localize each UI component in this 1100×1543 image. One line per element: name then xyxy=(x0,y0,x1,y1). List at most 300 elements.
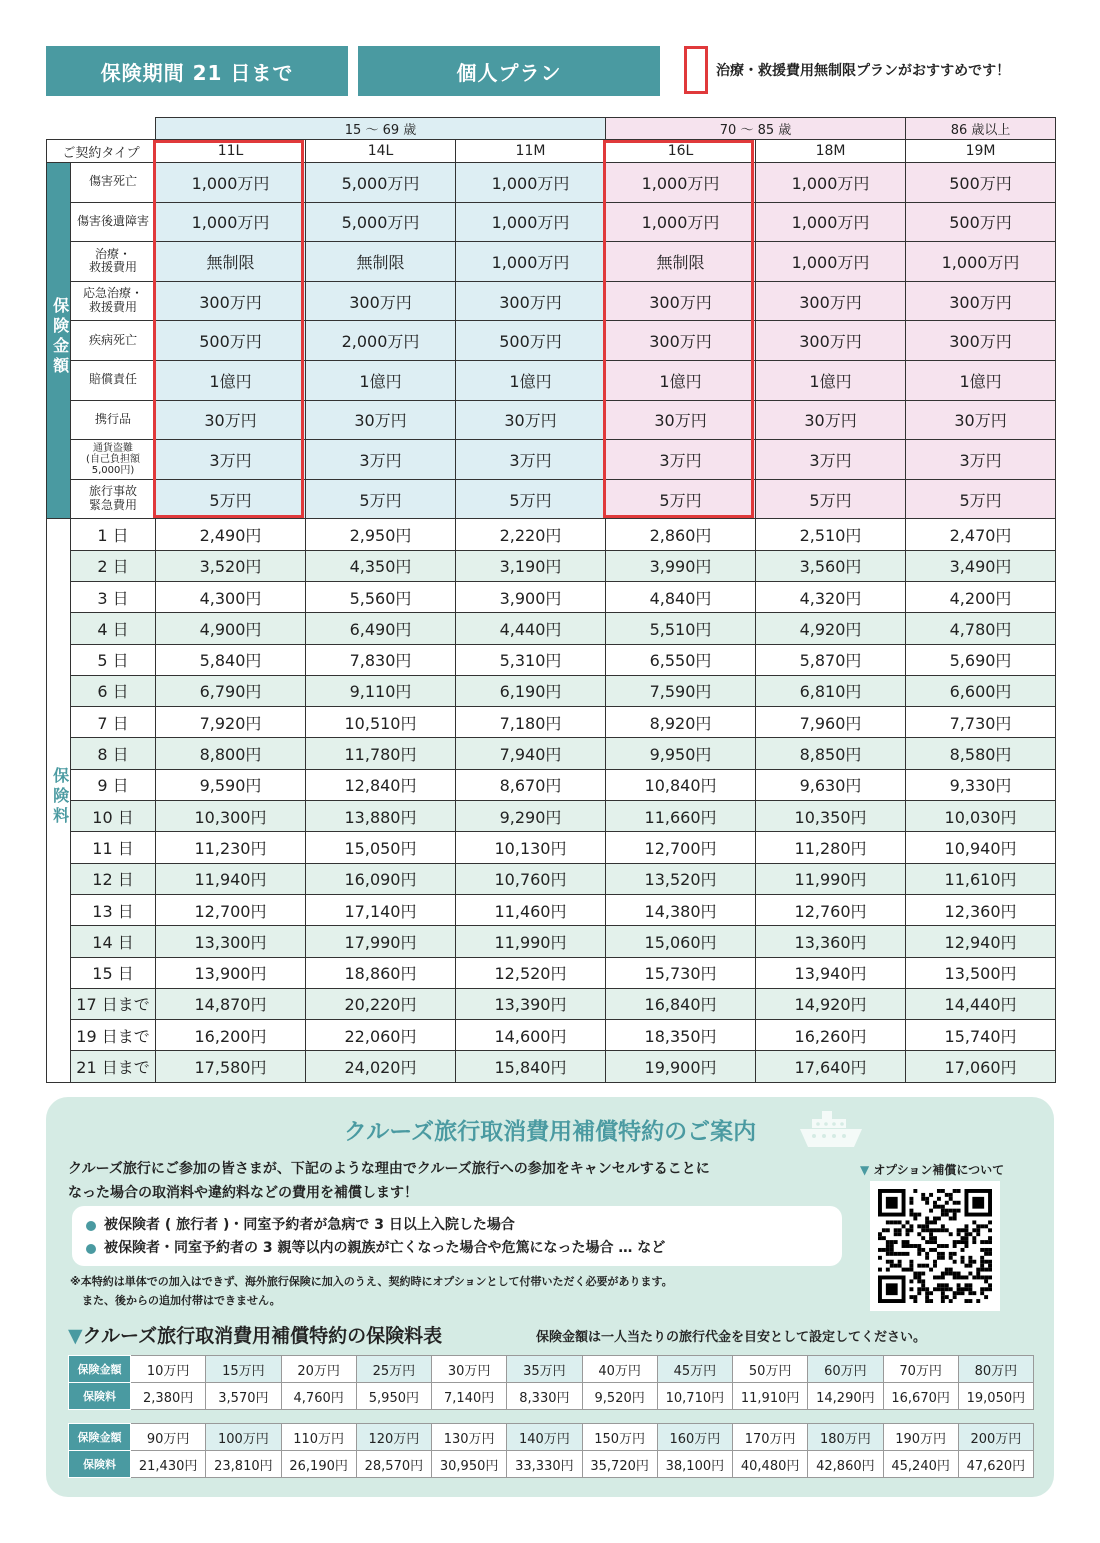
premium-row xyxy=(47,550,1056,581)
rate-amount: 190万円 xyxy=(883,1424,958,1451)
coverage-value: 30万円 xyxy=(756,400,906,440)
coverage-row xyxy=(47,360,1056,400)
premium-value: 4,780円 xyxy=(906,613,1056,644)
premium-value: 4,900円 xyxy=(156,613,306,644)
cruise-note xyxy=(70,1272,673,1310)
premium-value: 4,440円 xyxy=(456,613,606,644)
coverage-value: 1,000万円 xyxy=(756,163,906,203)
premium-day-label: 12 日 xyxy=(71,863,156,894)
premium-value: 11,940円 xyxy=(156,863,306,894)
premium-value: 13,360円 xyxy=(756,926,906,957)
rate-amount-row xyxy=(69,1356,1034,1383)
rate-premium: 40,480円 xyxy=(733,1451,808,1478)
premium-value: 12,360円 xyxy=(906,894,1056,925)
premium-value: 12,700円 xyxy=(606,832,756,863)
plan-code: 11L xyxy=(156,140,306,163)
premium-day-label: 11 日 xyxy=(71,832,156,863)
rate-premium: 47,620円 xyxy=(958,1451,1033,1478)
rate-premium: 11,910円 xyxy=(733,1383,808,1410)
premium-value: 4,200円 xyxy=(906,581,1056,612)
premium-row xyxy=(47,832,1056,863)
coverage-value: 1,000万円 xyxy=(456,163,606,203)
premium-value: 9,630円 xyxy=(756,769,906,800)
coverage-value: 300万円 xyxy=(906,281,1056,321)
contract-type-label: ご契約タイプ xyxy=(47,140,156,163)
coverage-value: 無制限 xyxy=(156,242,306,282)
cruise-note-line-2: また、後からの追加付帯はできません。 xyxy=(82,1294,281,1307)
premium-value: 11,990円 xyxy=(756,863,906,894)
premium-value: 9,110円 xyxy=(306,675,456,706)
premium-value: 9,590円 xyxy=(156,769,306,800)
premium-value: 10,510円 xyxy=(306,707,456,738)
premium-value: 11,230円 xyxy=(156,832,306,863)
coverage-value: 無制限 xyxy=(606,242,756,282)
premium-value: 8,580円 xyxy=(906,738,1056,769)
premium-row xyxy=(47,707,1056,738)
rate-premium: 10,710円 xyxy=(657,1383,732,1410)
coverage-value: 1億円 xyxy=(306,360,456,400)
rate-amount: 50万円 xyxy=(733,1356,808,1383)
qr-code[interactable] xyxy=(870,1181,1000,1311)
rate-title-text: クルーズ旅行取消費用補償特約の保険料表 xyxy=(82,1325,443,1347)
premium-value: 2,950円 xyxy=(306,519,456,550)
premium-value: 6,490円 xyxy=(306,613,456,644)
premium-value: 3,990円 xyxy=(606,550,756,581)
coverage-label: 傷害死亡 xyxy=(71,163,156,203)
rate-amount: 170万円 xyxy=(733,1424,808,1451)
premium-value: 16,840円 xyxy=(606,988,756,1019)
rate-premium: 35,720円 xyxy=(582,1451,657,1478)
coverage-value: 2,000万円 xyxy=(306,321,456,361)
premium-value: 13,900円 xyxy=(156,957,306,988)
plan-code: 14L xyxy=(306,140,456,163)
rate-premium: 26,190円 xyxy=(281,1451,356,1478)
premium-value: 5,510円 xyxy=(606,613,756,644)
premium-value: 16,200円 xyxy=(156,1020,306,1051)
coverage-value: 無制限 xyxy=(306,242,456,282)
reason-text: 被保険者・同室予約者の 3 親等以内の親族が亡くなった場合や危篤になった場合 … など xyxy=(104,1240,666,1256)
premium-value: 7,960円 xyxy=(756,707,906,738)
rate-premium: 5,950円 xyxy=(356,1383,431,1410)
premium-section-label xyxy=(47,519,71,1082)
premium-value: 7,940円 xyxy=(456,738,606,769)
premium-row xyxy=(47,581,1056,612)
premium-value: 10,840円 xyxy=(606,769,756,800)
coverage-label: 通貨盗難 (自己負担額 5,000円) xyxy=(71,440,156,480)
rate-premium: 38,100円 xyxy=(657,1451,732,1478)
rate-premium: 28,570円 xyxy=(356,1451,431,1478)
plan-text: 個人プラン xyxy=(456,60,562,85)
premium-day-label: 14 日 xyxy=(71,926,156,957)
premium-value: 10,130円 xyxy=(456,832,606,863)
premium-value: 10,940円 xyxy=(906,832,1056,863)
premium-day-label: 17 日まで xyxy=(71,988,156,1019)
premium-value: 17,140円 xyxy=(306,894,456,925)
premium-value: 6,810円 xyxy=(756,675,906,706)
premium-value: 5,310円 xyxy=(456,644,606,675)
rate-amount: 160万円 xyxy=(657,1424,732,1451)
qr-code-icon xyxy=(878,1189,992,1303)
premium-value: 3,190円 xyxy=(456,550,606,581)
age-group-header: 15 ～ 69 歳 xyxy=(156,118,606,140)
period-banner xyxy=(46,46,348,96)
rate-premium: 2,380円 xyxy=(131,1383,206,1410)
premium-value: 13,500円 xyxy=(906,957,1056,988)
premium-value: 10,350円 xyxy=(756,801,906,832)
premium-value: 14,600円 xyxy=(456,1020,606,1051)
premium-value: 24,020円 xyxy=(306,1051,456,1082)
premium-day-label: 10 日 xyxy=(71,801,156,832)
premium-row xyxy=(47,988,1056,1019)
premium-value: 10,300円 xyxy=(156,801,306,832)
premium-value: 15,740円 xyxy=(906,1020,1056,1051)
coverage-value: 1,000万円 xyxy=(606,163,756,203)
rate-amount: 110万円 xyxy=(281,1424,356,1451)
premium-value: 11,460円 xyxy=(456,894,606,925)
premium-value: 12,760円 xyxy=(756,894,906,925)
premium-row xyxy=(47,675,1056,706)
coverage-value: 1,000万円 xyxy=(906,242,1056,282)
premium-value: 11,280円 xyxy=(756,832,906,863)
premium-value: 12,520円 xyxy=(456,957,606,988)
coverage-label: 疾病死亡 xyxy=(71,321,156,361)
premium-value: 18,350円 xyxy=(606,1020,756,1051)
rate-amount: 200万円 xyxy=(958,1424,1033,1451)
option-label-text: オプション補償について xyxy=(873,1163,1005,1177)
rate-amount: 40万円 xyxy=(582,1356,657,1383)
premium-value: 8,920円 xyxy=(606,707,756,738)
premium-value: 10,030円 xyxy=(906,801,1056,832)
premium-value: 11,990円 xyxy=(456,926,606,957)
rate-premium: 33,330円 xyxy=(507,1451,582,1478)
premium-value: 15,050円 xyxy=(306,832,456,863)
premium-value: 3,900円 xyxy=(456,581,606,612)
coverage-row xyxy=(47,400,1056,440)
coverage-value: 5万円 xyxy=(156,479,306,519)
premium-value: 9,330円 xyxy=(906,769,1056,800)
premium-value: 19,900円 xyxy=(606,1051,756,1082)
premium-value: 7,730円 xyxy=(906,707,1056,738)
premium-day-label: 1 日 xyxy=(71,519,156,550)
premium-value: 3,520円 xyxy=(156,550,306,581)
premium-value: 14,380円 xyxy=(606,894,756,925)
premium-value: 8,670円 xyxy=(456,769,606,800)
rate-amount: 140万円 xyxy=(507,1424,582,1451)
coverage-value: 5,000万円 xyxy=(306,202,456,242)
rate-amount: 15万円 xyxy=(206,1356,281,1383)
coverage-value: 3万円 xyxy=(606,440,756,480)
premium-value: 13,940円 xyxy=(756,957,906,988)
premium-value: 14,920円 xyxy=(756,988,906,1019)
plan-table xyxy=(46,117,1056,1083)
coverage-value: 300万円 xyxy=(756,281,906,321)
premium-day-label: 5 日 xyxy=(71,644,156,675)
rate-amount: 130万円 xyxy=(432,1424,507,1451)
premium-day-label: 4 日 xyxy=(71,613,156,644)
premium-value: 8,850円 xyxy=(756,738,906,769)
premium-day-label: 9 日 xyxy=(71,769,156,800)
premium-row xyxy=(47,613,1056,644)
premium-value: 6,790円 xyxy=(156,675,306,706)
coverage-row xyxy=(47,281,1056,321)
premium-value: 2,470円 xyxy=(906,519,1056,550)
plan-row xyxy=(47,140,1056,163)
cruise-title: クルーズ旅行取消費用補償特約のご案内 xyxy=(343,1119,757,1145)
recommend-text: 治療・救援費用無制限プランがおすすめです！ xyxy=(716,63,1011,79)
rate-premium: 14,290円 xyxy=(808,1383,883,1410)
premium-value: 7,180円 xyxy=(456,707,606,738)
coverage-value: 1億円 xyxy=(756,360,906,400)
coverage-value: 3万円 xyxy=(306,440,456,480)
premium-value: 8,800円 xyxy=(156,738,306,769)
reason-item xyxy=(86,1214,842,1237)
premium-value: 18,860円 xyxy=(306,957,456,988)
premium-value: 14,440円 xyxy=(906,988,1056,1019)
rate-amount: 100万円 xyxy=(206,1424,281,1451)
coverage-row xyxy=(47,479,1056,519)
premium-day-label: 19 日まで xyxy=(71,1020,156,1051)
coverage-section-label xyxy=(47,163,71,519)
coverage-value: 5万円 xyxy=(456,479,606,519)
coverage-value: 30万円 xyxy=(606,400,756,440)
bullet-icon xyxy=(86,1244,96,1254)
premium-row xyxy=(47,926,1056,957)
coverage-value: 30万円 xyxy=(156,400,306,440)
period-text: 保険期間 21 日まで xyxy=(100,60,294,85)
premium-value: 12,940円 xyxy=(906,926,1056,957)
rate-table-1 xyxy=(68,1355,1034,1410)
coverage-value: 1,000万円 xyxy=(756,202,906,242)
cruise-description xyxy=(68,1157,828,1205)
coverage-label: 旅行事故 緊急費用 xyxy=(71,479,156,519)
premium-value: 4,300円 xyxy=(156,581,306,612)
premium-value: 17,580円 xyxy=(156,1051,306,1082)
premium-row xyxy=(47,957,1056,988)
rate-premium: 8,330円 xyxy=(507,1383,582,1410)
premium-value: 7,920円 xyxy=(156,707,306,738)
rate-amount: 180万円 xyxy=(808,1424,883,1451)
coverage-value: 1,000万円 xyxy=(756,242,906,282)
coverage-value: 300万円 xyxy=(606,321,756,361)
option-label xyxy=(860,1161,1004,1178)
premium-value: 16,090円 xyxy=(306,863,456,894)
bullet-icon xyxy=(86,1221,96,1231)
rate-premium: 21,430円 xyxy=(131,1451,206,1478)
rate-premium: 7,140円 xyxy=(432,1383,507,1410)
coverage-value: 1,000万円 xyxy=(456,242,606,282)
premium-value: 17,060円 xyxy=(906,1051,1056,1082)
coverage-value: 3万円 xyxy=(906,440,1056,480)
cruise-description-line-1: クルーズ旅行にご参加の皆さまが、下記のような理由でクルーズ旅行への参加をキャンセルすることに xyxy=(68,1161,710,1177)
premium-value: 6,600円 xyxy=(906,675,1056,706)
premium-value: 6,550円 xyxy=(606,644,756,675)
coverage-row xyxy=(47,242,1056,282)
coverage-value: 500万円 xyxy=(906,202,1056,242)
premium-value: 14,870円 xyxy=(156,988,306,1019)
rate-amount: 10万円 xyxy=(131,1356,206,1383)
coverage-value: 500万円 xyxy=(156,321,306,361)
coverage-row xyxy=(47,163,1056,203)
premium-day-label: 13 日 xyxy=(71,894,156,925)
premium-day-label: 21 日まで xyxy=(71,1051,156,1082)
rate-premium: 19,050円 xyxy=(958,1383,1033,1410)
coverage-value: 1億円 xyxy=(606,360,756,400)
premium-value: 9,950円 xyxy=(606,738,756,769)
premium-row xyxy=(47,644,1056,675)
premium-value: 11,780円 xyxy=(306,738,456,769)
coverage-value: 300万円 xyxy=(456,281,606,321)
premium-row xyxy=(47,769,1056,800)
premium-value: 10,760円 xyxy=(456,863,606,894)
premium-value: 4,350円 xyxy=(306,550,456,581)
rate-premium: 9,520円 xyxy=(582,1383,657,1410)
coverage-value: 30万円 xyxy=(906,400,1056,440)
coverage-value: 300万円 xyxy=(906,321,1056,361)
age-group-row xyxy=(47,118,1056,140)
premium-day-label: 3 日 xyxy=(71,581,156,612)
rate-premium: 30,950円 xyxy=(432,1451,507,1478)
premium-value: 2,490円 xyxy=(156,519,306,550)
coverage-value: 5万円 xyxy=(306,479,456,519)
premium-day-label: 7 日 xyxy=(71,707,156,738)
triangle-down-icon: ▼ xyxy=(68,1325,83,1347)
rate-premium: 3,570円 xyxy=(206,1383,281,1410)
premium-row xyxy=(47,738,1056,769)
rate-amount-label: 保険金額 xyxy=(69,1356,131,1383)
premium-value: 2,860円 xyxy=(606,519,756,550)
rate-premium-row xyxy=(69,1383,1034,1410)
premium-value: 9,290円 xyxy=(456,801,606,832)
coverage-value: 500万円 xyxy=(456,321,606,361)
premium-value: 3,560円 xyxy=(756,550,906,581)
rate-table-2 xyxy=(68,1423,1034,1478)
premium-row xyxy=(47,894,1056,925)
premium-row xyxy=(47,1020,1056,1051)
premium-value: 17,990円 xyxy=(306,926,456,957)
premium-section-text: 保険料 xyxy=(50,766,70,827)
plan-code: 19M xyxy=(906,140,1056,163)
premium-value: 4,320円 xyxy=(756,581,906,612)
premium-value: 3,490円 xyxy=(906,550,1056,581)
cruise-description-line-2: なった場合の取消料や違約料などの費用を補償します！ xyxy=(68,1185,418,1201)
coverage-value: 3万円 xyxy=(156,440,306,480)
premium-day-label: 15 日 xyxy=(71,957,156,988)
rate-amount: 25万円 xyxy=(356,1356,431,1383)
coverage-value: 300万円 xyxy=(156,281,306,321)
rate-premium-row xyxy=(69,1451,1034,1478)
cruise-note-line-1: ※本特約は単体での加入はできず、海外旅行保険に加入のうえ、契約時にオプションとして付帯いただく必要があります。 xyxy=(70,1275,673,1288)
coverage-row xyxy=(47,321,1056,361)
premium-day-label: 8 日 xyxy=(71,738,156,769)
premium-value: 5,870円 xyxy=(756,644,906,675)
premium-day-label: 6 日 xyxy=(71,675,156,706)
cruise-panel xyxy=(46,1097,1054,1497)
premium-value: 6,190円 xyxy=(456,675,606,706)
age-group-header: 70 ～ 85 歳 xyxy=(606,118,906,140)
premium-row xyxy=(47,1051,1056,1082)
rate-amount-label: 保険金額 xyxy=(69,1424,131,1451)
coverage-value: 30万円 xyxy=(456,400,606,440)
premium-value: 5,560円 xyxy=(306,581,456,612)
coverage-row xyxy=(47,202,1056,242)
coverage-label: 賠償責任 xyxy=(71,360,156,400)
rate-amount-row xyxy=(69,1424,1034,1451)
coverage-label: 治療・ 救援費用 xyxy=(71,242,156,282)
coverage-section-text: 保険金額 xyxy=(50,296,70,377)
coverage-value: 5万円 xyxy=(906,479,1056,519)
premium-value: 22,060円 xyxy=(306,1020,456,1051)
coverage-value: 30万円 xyxy=(306,400,456,440)
coverage-value: 300万円 xyxy=(606,281,756,321)
coverage-label: 携行品 xyxy=(71,400,156,440)
reason-text: 被保険者 ( 旅行者 )・同室予約者が急病で 3 日以上入院した場合 xyxy=(104,1217,515,1233)
rate-premium: 42,860円 xyxy=(808,1451,883,1478)
rate-amount: 35万円 xyxy=(507,1356,582,1383)
premium-value: 13,300円 xyxy=(156,926,306,957)
coverage-value: 300万円 xyxy=(756,321,906,361)
rate-amount: 80万円 xyxy=(958,1356,1033,1383)
coverage-value: 1億円 xyxy=(456,360,606,400)
coverage-value: 5,000万円 xyxy=(306,163,456,203)
plan-code: 18M xyxy=(756,140,906,163)
premium-value: 12,700円 xyxy=(156,894,306,925)
premium-value: 11,610円 xyxy=(906,863,1056,894)
premium-value: 12,840円 xyxy=(306,769,456,800)
rate-amount: 90万円 xyxy=(131,1424,206,1451)
coverage-row xyxy=(47,440,1056,480)
blank-cell xyxy=(47,118,156,140)
coverage-value: 1億円 xyxy=(906,360,1056,400)
premium-value: 11,660円 xyxy=(606,801,756,832)
premium-value: 2,510円 xyxy=(756,519,906,550)
premium-value: 13,880円 xyxy=(306,801,456,832)
coverage-label: 傷害後遺障害 xyxy=(71,202,156,242)
premium-value: 20,220円 xyxy=(306,988,456,1019)
premium-row xyxy=(47,863,1056,894)
coverage-label: 応急治療・ 救援費用 xyxy=(71,281,156,321)
age-group-header: 86 歳以上 xyxy=(906,118,1056,140)
coverage-value: 5万円 xyxy=(606,479,756,519)
reason-item xyxy=(86,1237,842,1260)
rate-title xyxy=(68,1321,442,1348)
premium-value: 17,640円 xyxy=(756,1051,906,1082)
coverage-value: 1,000万円 xyxy=(156,202,306,242)
coverage-value: 1,000万円 xyxy=(156,163,306,203)
coverage-value: 3万円 xyxy=(756,440,906,480)
premium-value: 15,840円 xyxy=(456,1051,606,1082)
rate-premium: 16,670円 xyxy=(883,1383,958,1410)
premium-value: 13,390円 xyxy=(456,988,606,1019)
plan-code: 16L xyxy=(606,140,756,163)
premium-day-label: 2 日 xyxy=(71,550,156,581)
rate-amount: 150万円 xyxy=(582,1424,657,1451)
triangle-down-icon: ▼ xyxy=(860,1163,870,1177)
rate-premium-label: 保険料 xyxy=(69,1383,131,1410)
coverage-value: 5万円 xyxy=(756,479,906,519)
rate-premium-label: 保険料 xyxy=(69,1451,131,1478)
premium-value: 4,920円 xyxy=(756,613,906,644)
premium-value: 15,060円 xyxy=(606,926,756,957)
coverage-value: 1,000万円 xyxy=(456,202,606,242)
coverage-value: 1,000万円 xyxy=(606,202,756,242)
rate-amount: 60万円 xyxy=(808,1356,883,1383)
premium-value: 16,260円 xyxy=(756,1020,906,1051)
premium-value: 5,840円 xyxy=(156,644,306,675)
rate-amount: 20万円 xyxy=(281,1356,356,1383)
rate-premium: 4,760円 xyxy=(281,1383,356,1410)
premium-row xyxy=(47,519,1056,550)
rate-amount: 70万円 xyxy=(883,1356,958,1383)
